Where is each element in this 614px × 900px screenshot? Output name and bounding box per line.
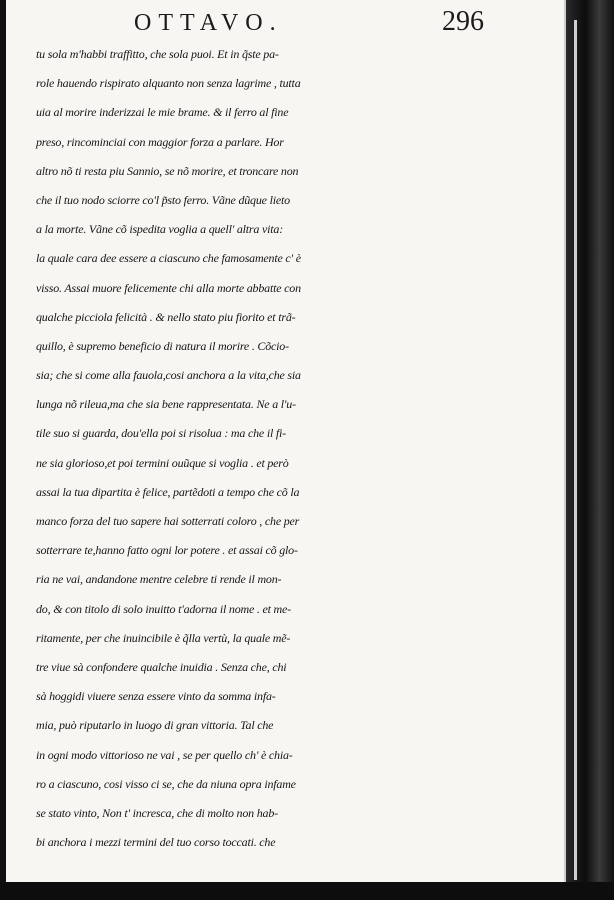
- text-line: lunga nõ rileua,ma che sia bene rappresentata. Ne a l'u-: [36, 397, 296, 412]
- text-line: quillo, è supremo beneficio di natura il morire . Cõcio-: [36, 338, 289, 353]
- text-line: mia, può riputarlo in luogo di gran vittoria. Tal che: [36, 718, 274, 733]
- text-line: role hauendo rispirato alquanto non senza lagrime , tutta: [36, 76, 301, 91]
- text-line: uia al morire inderizzai le mie brame. & il ferro al fine: [36, 105, 289, 120]
- text-line: che il tuo nodo sciorre co'l p̃sto ferro. Vãne dũque lieto: [36, 192, 290, 207]
- text-line: la quale cara dee essere a ciascuno che famosamente c' è: [36, 251, 301, 266]
- text-line: tu sola m'habbi traffitto, che sola puoi. Et in q̃ste pa-: [36, 47, 279, 61]
- text-line: manco forza del tuo sapere hai sotterrati coloro , che per: [36, 514, 300, 528]
- scan-bottom-border: [0, 882, 614, 900]
- text-line: altro nõ ti resta piu Sannio, se nõ morire, et troncare non: [36, 163, 299, 178]
- text-line: sotterrare te,hanno fatto ogni lor potere . et assai cõ glo-: [36, 543, 298, 558]
- text-line: sia; che si come alla fauola,cosi anchora a la vita,che sia: [36, 368, 301, 383]
- text-line: ro a ciascuno, cosi visso ci se, che da niuna opra infame: [36, 776, 296, 791]
- text-line: qualche picciola felicità . & nello stato piu fiorito et trã-: [36, 309, 296, 324]
- text-line: a la morte. Vãne cõ ispedita voglia a quell' altra vita:: [36, 222, 283, 237]
- text-line: preso, rincominciai con maggior forza a parlare. Hor: [36, 134, 284, 149]
- text-line: tile suo si guarda, dou'ella poi si risolua : ma che il fi-: [36, 426, 286, 441]
- text-line: assai la tua dipartita è felice, partẽdoti a tempo che cõ la: [36, 484, 300, 499]
- next-page-edge: [574, 20, 577, 880]
- text-line: do, & con titolo di solo inuitto t'adorna il nome . et me-: [36, 601, 291, 616]
- body-text: [36, 40, 566, 857]
- text-line: ria ne vai, andandone mentre celebre ti rende il mon-: [36, 572, 282, 587]
- page-number: 296: [442, 6, 484, 37]
- text-line: visso. Assai muore felicemente chi alla morte abbatte con: [36, 280, 301, 295]
- running-title: OTTAVO.: [134, 10, 283, 36]
- text-line: se stato vinto, Non t' incresca, che di molto non hab-: [36, 805, 278, 820]
- text-line: in ogni modo vittorioso ne vai , se per quello ch' è chia-: [36, 747, 293, 762]
- text-line: sà hoggidi viuere senza essere vinto da somma infa-: [36, 689, 276, 704]
- text-line: tre viue sà confondere qualche inuidia . Senza che, chi: [36, 659, 287, 674]
- text-line: ritamente, per che inuincibile è q̃lla vertù, la quale mẽ-: [36, 630, 291, 645]
- text-line: ne sia glorioso,et poi termini ouũque si voglia . et però: [36, 455, 289, 470]
- book-page: [6, 0, 566, 882]
- text-line: bi anchora i mezzi termini del tuo corso toccati. che: [36, 835, 276, 850]
